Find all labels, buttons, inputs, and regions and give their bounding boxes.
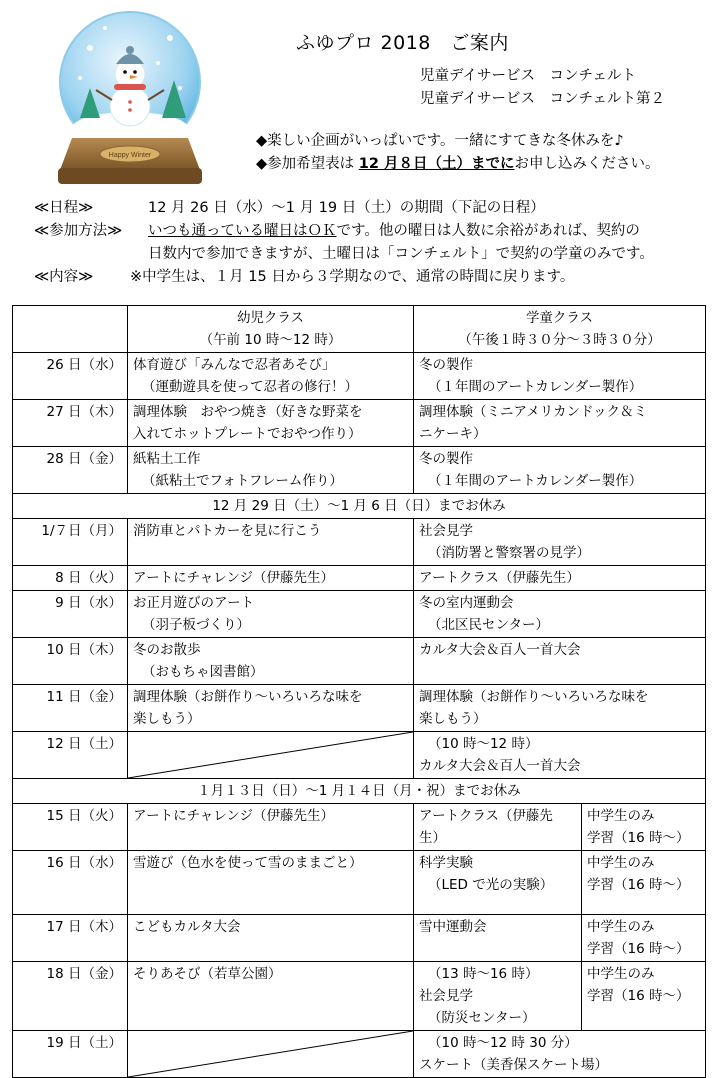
diagonal-slash bbox=[128, 1031, 413, 1077]
schedule-date: 10 日（木） bbox=[13, 638, 128, 685]
holiday-row bbox=[13, 494, 706, 519]
school-activity: 冬の製作 （１年間のアートカレンダー製作） bbox=[414, 447, 706, 494]
infant-activity: そりあそび（若草公園） bbox=[128, 962, 414, 1031]
junior-high-note: 中学生のみ 学習（16 時～） bbox=[582, 962, 706, 1031]
schedule-row bbox=[13, 915, 706, 962]
infant-activity: アートにチャレンジ（伊藤先生） bbox=[128, 566, 414, 591]
junior-high-note: 中学生のみ 学習（16 時～） bbox=[582, 915, 706, 962]
infant-activity: アートにチャレンジ（伊藤先生） bbox=[128, 804, 414, 851]
notice-deadline: ◆参加希望表は 12 月８日（土）までにお申し込みください。 bbox=[256, 156, 660, 172]
schedule-row bbox=[13, 591, 706, 638]
school-activity: 雪中運動会 bbox=[414, 915, 582, 962]
schedule-row bbox=[13, 566, 706, 591]
method-underlined: いつも通っている曜日はＯＫ bbox=[148, 223, 337, 239]
page-title: ふゆプロ 2018 ご案内 bbox=[296, 32, 509, 54]
schedule-date: 28 日（金） bbox=[13, 447, 128, 494]
infant-activity: 雪遊び（色水を使って雪のままごと） bbox=[128, 851, 414, 915]
schedule-date: 17 日（木） bbox=[13, 915, 128, 962]
schedule-date: 12 日（土） bbox=[13, 732, 128, 779]
method-text-2: 日数内で参加できますが、土曜日は「コンチェルト」で契約の学童のみです。 bbox=[148, 246, 654, 262]
schedule-row bbox=[13, 804, 706, 851]
schedule-text: 12 月 26 日（水）～1 月 19 日（土）の期間（下記の日程） bbox=[148, 200, 545, 216]
infant-activity: お正月遊びのアート （羽子板づくり） bbox=[128, 591, 414, 638]
holiday-text: 12 月 29 日（土）～1 月 6 日（日）までお休み bbox=[13, 494, 706, 519]
infant-activity: 体育遊び「みんなで忍者あそび」 （運動遊具を使って忍者の修行！） bbox=[128, 353, 414, 400]
schedule-date: 18 日（金） bbox=[13, 962, 128, 1031]
infant-activity: 消防車とパトカーを見に行こう bbox=[128, 519, 414, 566]
schedule-date: 9 日（水） bbox=[13, 591, 128, 638]
schedule-row bbox=[13, 400, 706, 447]
schedule-date: 26 日（水） bbox=[13, 353, 128, 400]
header-date-cell bbox=[13, 306, 128, 353]
globe-label: Happy Winter bbox=[108, 152, 152, 159]
school-activity: 冬の室内運動会 （北区民センター） bbox=[414, 591, 706, 638]
schedule-date: 16 日（水） bbox=[13, 851, 128, 915]
school-activity: 科学実験 （LED で光の実験） bbox=[414, 851, 582, 915]
method-text: いつも通っている曜日はＯＫです。他の曜日は人数に余裕があれば、契約の bbox=[148, 223, 640, 239]
infant-activity: 調理体験（お餅作り～いろいろな味を 楽しもう） bbox=[128, 685, 414, 732]
school-activity: （13 時～16 時） 社会見学 （防災センター） bbox=[414, 962, 582, 1031]
schedule-table bbox=[12, 305, 706, 1078]
schedule-date: 11 日（金） bbox=[13, 685, 128, 732]
diagonal-slash bbox=[128, 732, 413, 778]
empty-slash-cell bbox=[128, 1031, 414, 1078]
header-infant-class: 幼児クラス （午前 10 時～12 時） bbox=[128, 306, 414, 353]
school-activity: カルタ大会＆百人一首大会 bbox=[414, 638, 706, 685]
schedule-row bbox=[13, 851, 706, 915]
snow-globe-illustration bbox=[50, 8, 210, 190]
holiday-text: １月１３日（日）～1 月１４日（月・祝）までお休み bbox=[13, 779, 706, 804]
schedule-row bbox=[13, 638, 706, 685]
infant-activity: 紙粘土工作 （紙粘土でフォトフレーム作り） bbox=[128, 447, 414, 494]
table-header-row bbox=[13, 306, 706, 353]
infant-activity: 冬のお散歩 （おもちゃ図書館） bbox=[128, 638, 414, 685]
schedule-date: 19 日（土） bbox=[13, 1031, 128, 1078]
schedule-row bbox=[13, 685, 706, 732]
organization-name-2: 児童デイサービス コンチェルト第２ bbox=[420, 91, 666, 107]
schedule-row bbox=[13, 1031, 706, 1078]
infant-activity: 調理体験 おやつ焼き（好きな野菜を 入れてホットプレートでおやつ作り） bbox=[128, 400, 414, 447]
holiday-row bbox=[13, 779, 706, 804]
schedule-row bbox=[13, 732, 706, 779]
empty-slash-cell bbox=[128, 732, 414, 779]
school-activity: 調理体験（ミニアメリカンドック＆ミ ニケーキ） bbox=[414, 400, 706, 447]
junior-high-note: 中学生のみ 学習（16 時～） bbox=[582, 804, 706, 851]
content-text: ※中学生は、１月 15 日から３学期なので、通常の時間に戻ります。 bbox=[130, 269, 575, 285]
notice-fun-events: ◆楽しい企画がいっぱいです。一緒にすてきな冬休みを♪ bbox=[256, 133, 624, 149]
schedule-row bbox=[13, 353, 706, 400]
schedule-row bbox=[13, 962, 706, 1031]
organization-name-1: 児童デイサービス コンチェルト bbox=[420, 68, 637, 84]
schedule-date: 8 日（火） bbox=[13, 566, 128, 591]
content-label: ≪内容≫ bbox=[34, 269, 94, 285]
schedule-row bbox=[13, 447, 706, 494]
schedule-row bbox=[13, 519, 706, 566]
schedule-date: 27 日（木） bbox=[13, 400, 128, 447]
schedule-date: 1/７日（月） bbox=[13, 519, 128, 566]
school-activity: アートクラス（伊藤先 生） bbox=[414, 804, 582, 851]
schedule-label: ≪日程≫ bbox=[34, 200, 94, 216]
infant-activity: こどもカルタ大会 bbox=[128, 915, 414, 962]
school-activity: （10 時～12 時） カルタ大会＆百人一首大会 bbox=[414, 732, 706, 779]
school-activity: アートクラス（伊藤先生） bbox=[414, 566, 706, 591]
school-activity: 冬の製作 （１年間のアートカレンダー製作） bbox=[414, 353, 706, 400]
schedule-date: 15 日（火） bbox=[13, 804, 128, 851]
header-school-class: 学童クラス （午後１時３０分～３時３０分） bbox=[414, 306, 706, 353]
method-label: ≪参加方法≫ bbox=[34, 223, 123, 239]
school-activity: 社会見学 （消防署と警察署の見学） bbox=[414, 519, 706, 566]
deadline-date: 12 月８日（土）までに bbox=[358, 156, 515, 172]
school-activity: （10 時～12 時 30 分） スケート（美香保スケート場） bbox=[414, 1031, 706, 1078]
school-activity: 調理体験（お餅作り～いろいろな味を 楽しもう） bbox=[414, 685, 706, 732]
junior-high-note: 中学生のみ 学習（16 時～） bbox=[582, 851, 706, 915]
